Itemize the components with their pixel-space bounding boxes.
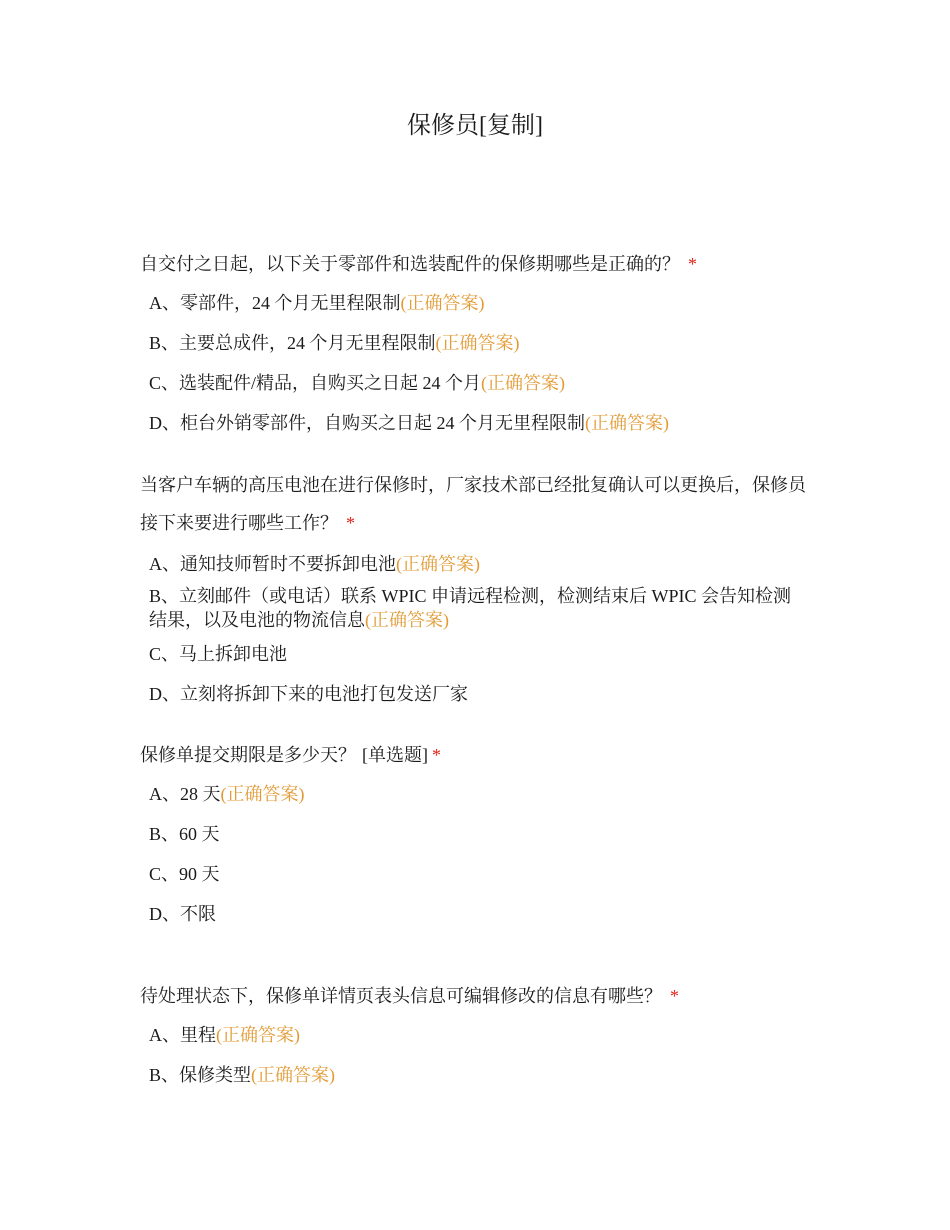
- option-c[interactable]: [140, 642, 820, 682]
- option-text: B、60 天: [149, 824, 220, 844]
- option-b[interactable]: [140, 1063, 820, 1103]
- option-b[interactable]: [140, 331, 820, 371]
- option-a[interactable]: [140, 782, 820, 822]
- option-list: [140, 782, 820, 942]
- question-type: [单选题]: [362, 745, 428, 765]
- correct-answer-label: (正确答案): [251, 1065, 336, 1085]
- option-d[interactable]: [140, 682, 820, 722]
- question-text: [140, 245, 820, 283]
- option-b[interactable]: [140, 584, 799, 642]
- question-3: [140, 736, 820, 942]
- option-a[interactable]: [140, 291, 820, 331]
- question-text: [140, 466, 820, 542]
- option-b[interactable]: [140, 822, 820, 862]
- option-list: [140, 1023, 820, 1103]
- option-d[interactable]: [140, 411, 820, 451]
- option-text: C、马上拆卸电池: [149, 644, 288, 664]
- question-3-text: 保修单提交期限是多少天？: [140, 745, 356, 765]
- option-text: B、主要总成件，24 个月无里程限制: [149, 333, 436, 353]
- option-a[interactable]: [140, 1023, 820, 1063]
- correct-answer-label: (正确答案): [435, 333, 520, 353]
- question-1-text: 自交付之日起，以下关于零部件和选装配件的保修期哪些是正确的？: [140, 254, 680, 274]
- option-d[interactable]: [140, 902, 820, 942]
- option-c[interactable]: [140, 371, 820, 411]
- required-mark: *: [688, 254, 697, 274]
- option-text: B、保修类型: [149, 1065, 252, 1085]
- question-1: [140, 245, 820, 451]
- question-2: [140, 466, 820, 722]
- option-text: A、零部件，24 个月无里程限制: [149, 293, 401, 313]
- option-c[interactable]: [140, 862, 820, 902]
- correct-answer-label: (正确答案): [365, 610, 449, 630]
- required-mark: *: [670, 986, 679, 1006]
- option-a[interactable]: [140, 552, 820, 584]
- option-list: [140, 552, 820, 722]
- correct-answer-label: (正确答案): [220, 784, 305, 804]
- option-list: [140, 291, 820, 451]
- question-2-text: 当客户车辆的高压电池在进行保修时，厂家技术部已经批复确认可以更换后，保修员接下来要进行哪些工作？: [140, 475, 806, 533]
- required-mark: *: [346, 513, 355, 533]
- option-text: C、选装配件/精品，自购买之日起 24 个月: [149, 373, 482, 393]
- question-4-text: 待处理状态下，保修单详情页表头信息可编辑修改的信息有哪些？: [140, 986, 662, 1006]
- option-text: C、90 天: [149, 864, 220, 884]
- option-text: D、不限: [149, 904, 216, 924]
- option-text: B、立刻邮件（或电话）联系 WPIC 申请远程检测，检测结束后 WPIC 会告知检测结果，以及电池的物流信息: [149, 586, 792, 630]
- correct-answer-label: (正确答案): [396, 554, 480, 574]
- question-4: [140, 977, 820, 1103]
- option-text: D、立刻将拆卸下来的电池打包发送厂家: [149, 684, 468, 704]
- option-text: A、28 天: [149, 784, 221, 804]
- correct-answer-label: (正确答案): [481, 373, 566, 393]
- option-text: D、柜台外销零部件，自购买之日起 24 个月无里程限制: [149, 413, 585, 433]
- correct-answer-label: (正确答案): [216, 1025, 300, 1045]
- question-text: [140, 736, 820, 774]
- correct-answer-label: (正确答案): [585, 413, 669, 433]
- question-text: [140, 977, 820, 1015]
- option-text: A、通知技师暂时不要拆卸电池: [149, 554, 396, 574]
- correct-answer-label: (正确答案): [400, 293, 485, 313]
- required-mark: *: [432, 745, 441, 765]
- page-title: 保修员[复制]: [407, 113, 543, 139]
- option-text: A、里程: [149, 1025, 216, 1045]
